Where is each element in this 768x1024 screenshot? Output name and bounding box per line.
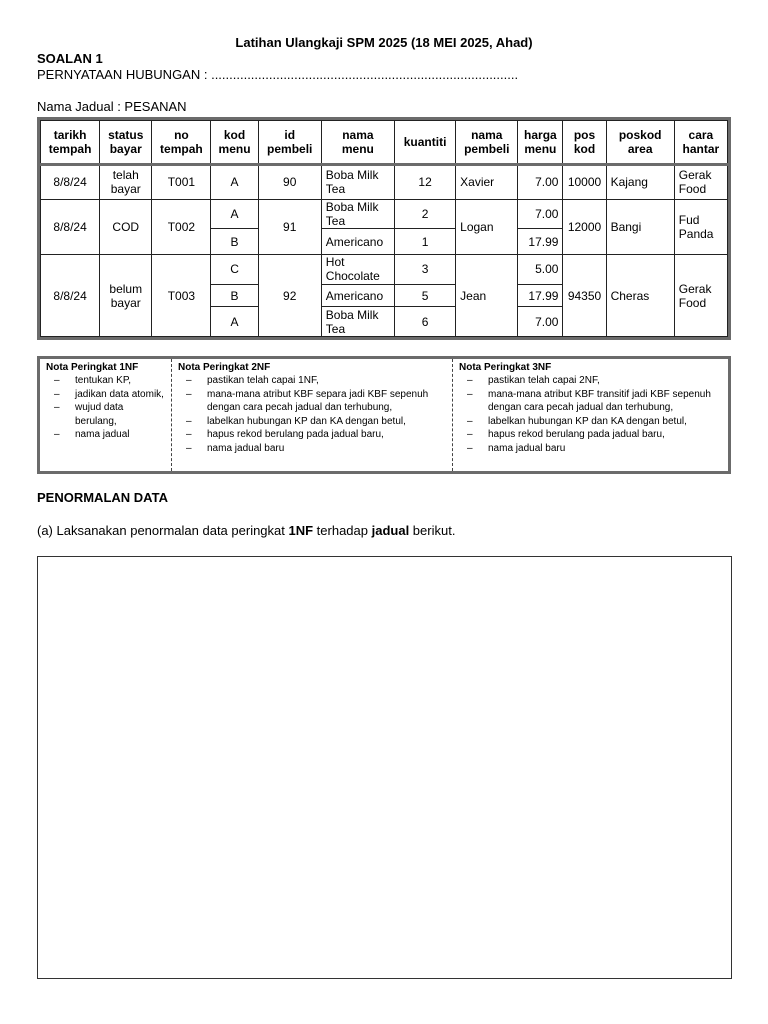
cell-nama-pembeli: Jean: [456, 255, 518, 337]
column-header: tarikh tempah: [41, 121, 100, 165]
cell-pos-kod: 10000: [563, 165, 606, 200]
note-1nf: [40, 359, 171, 471]
column-header: status bayar: [100, 121, 152, 165]
instruction-bold-jadual: jadual: [371, 523, 410, 538]
cell-kuantiti: 12: [394, 165, 455, 200]
cell-nama-menu: Americano: [321, 229, 394, 255]
cell-tarikh-tempah: 8/8/24: [41, 255, 100, 337]
cell-kod-menu: A: [211, 199, 258, 229]
note-list: [46, 374, 165, 442]
column-header: harga menu: [518, 121, 563, 165]
cell-kuantiti: 3: [394, 255, 455, 285]
cell-nama-menu: Americano: [321, 284, 394, 307]
pesanan-table: [40, 120, 728, 337]
note-item: – pastikan telah capai 1NF,: [178, 374, 446, 388]
cell-status-bayar: telah bayar: [100, 165, 152, 200]
note-item: – mana-mana atribut KBF separa jadi KBF sepenuh dengan cara pecah jadual dan terhubung,: [178, 388, 446, 415]
note-list: [459, 374, 722, 455]
cell-nama-pembeli: Xavier: [456, 165, 518, 200]
cell-status-bayar: COD: [100, 199, 152, 254]
cell-poskod-area: Kajang: [606, 165, 674, 200]
cell-no-tempah: T003: [152, 255, 211, 337]
note-item: – labelkan hubungan KP dan KA dengan betul,: [459, 415, 722, 429]
note-item: – nama jadual baru: [459, 442, 722, 456]
cell-cara-hantar: Fud Panda: [674, 199, 727, 254]
column-header: pos kod: [563, 121, 606, 165]
cell-id-pembeli: 92: [258, 255, 321, 337]
normalization-notes-box: [37, 356, 731, 474]
cell-kod-menu: B: [211, 284, 258, 307]
cell-harga-menu: 5.00: [518, 255, 563, 285]
column-header: nama pembeli: [456, 121, 518, 165]
question-label: SOALAN 1: [37, 51, 103, 66]
column-header: cara hantar: [674, 121, 727, 165]
cell-id-pembeli: 90: [258, 165, 321, 200]
table-row: [41, 199, 728, 229]
cell-nama-menu: Boba Milk Tea: [321, 307, 394, 337]
note-title: Nota Peringkat 3NF: [459, 362, 552, 373]
cell-kod-menu: A: [211, 307, 258, 337]
cell-kuantiti: 2: [394, 199, 455, 229]
column-header: nama menu: [321, 121, 394, 165]
note-2nf: [171, 359, 452, 471]
note-item: – pastikan telah capai 2NF,: [459, 374, 722, 388]
cell-kuantiti: 1: [394, 229, 455, 255]
section-heading: PENORMALAN DATA: [37, 490, 168, 505]
cell-harga-menu: 7.00: [518, 199, 563, 229]
cell-nama-menu: Boba Milk Tea: [321, 199, 394, 229]
note-item: – mana-mana atribut KBF transitif jadi KBF sepenuh dengan cara pecah jadual dan terhubung,: [459, 388, 722, 415]
note-item: – nama jadual: [46, 428, 165, 442]
cell-no-tempah: T001: [152, 165, 211, 200]
note-list: [178, 374, 446, 455]
relation-statement-line: PERNYATAAN HUBUNGAN : .....................................................................................: [37, 67, 519, 82]
table-header-row: [41, 121, 728, 165]
cell-nama-menu: Boba Milk Tea: [321, 165, 394, 200]
note-item: – nama jadual baru: [178, 442, 446, 456]
instruction-suffix: berikut.: [409, 523, 456, 538]
cell-cara-hantar: Gerak Food: [674, 165, 727, 200]
cell-kuantiti: 6: [394, 307, 455, 337]
document-title: Latihan Ulangkaji SPM 2025 (18 MEI 2025, Ahad): [235, 35, 533, 50]
table-name: Nama Jadual : PESANAN: [37, 99, 187, 114]
note-item: – wujud data berulang,: [46, 401, 165, 428]
cell-status-bayar: belum bayar: [100, 255, 152, 337]
table-body: [41, 165, 728, 337]
cell-cara-hantar: Gerak Food: [674, 255, 727, 337]
cell-kuantiti: 5: [394, 284, 455, 307]
cell-harga-menu: 17.99: [518, 284, 563, 307]
note-item: – hapus rekod berulang pada jadual baru,: [459, 428, 722, 442]
note-3nf: [452, 359, 728, 471]
cell-pos-kod: 12000: [563, 199, 606, 254]
note-item: – hapus rekod berulang pada jadual baru,: [178, 428, 446, 442]
table-row: [41, 255, 728, 285]
note-item: – jadikan data atomik,: [46, 388, 165, 402]
pesanan-table-frame: [37, 117, 731, 340]
cell-pos-kod: 94350: [563, 255, 606, 337]
note-item: – labelkan hubungan KP dan KA dengan betul,: [178, 415, 446, 429]
note-title: Nota Peringkat 1NF: [46, 362, 139, 373]
cell-harga-menu: 7.00: [518, 165, 563, 200]
cell-nama-menu: Hot Chocolate: [321, 255, 394, 285]
instruction-middle: terhadap: [313, 523, 372, 538]
column-header: kuantiti: [394, 121, 455, 165]
cell-harga-menu: 7.00: [518, 307, 563, 337]
cell-poskod-area: Bangi: [606, 199, 674, 254]
instruction-bold-1nf: 1NF: [288, 523, 314, 538]
cell-nama-pembeli: Logan: [456, 199, 518, 254]
instruction-prefix: (a) Laksanakan penormalan data peringkat: [37, 523, 289, 538]
cell-harga-menu: 17.99: [518, 229, 563, 255]
note-item: – tentukan KP,: [46, 374, 165, 388]
cell-id-pembeli: 91: [258, 199, 321, 254]
note-title: Nota Peringkat 2NF: [178, 362, 271, 373]
answer-box[interactable]: [37, 556, 732, 979]
cell-poskod-area: Cheras: [606, 255, 674, 337]
cell-tarikh-tempah: 8/8/24: [41, 199, 100, 254]
column-header: kod menu: [211, 121, 258, 165]
column-header: no tempah: [152, 121, 211, 165]
table-row: [41, 165, 728, 200]
cell-kod-menu: C: [211, 255, 258, 285]
cell-kod-menu: A: [211, 165, 258, 200]
cell-no-tempah: T002: [152, 199, 211, 254]
cell-kod-menu: B: [211, 229, 258, 255]
column-header: id pembeli: [258, 121, 321, 165]
column-header: poskod area: [606, 121, 674, 165]
instruction-text: [37, 523, 455, 538]
cell-tarikh-tempah: 8/8/24: [41, 165, 100, 200]
